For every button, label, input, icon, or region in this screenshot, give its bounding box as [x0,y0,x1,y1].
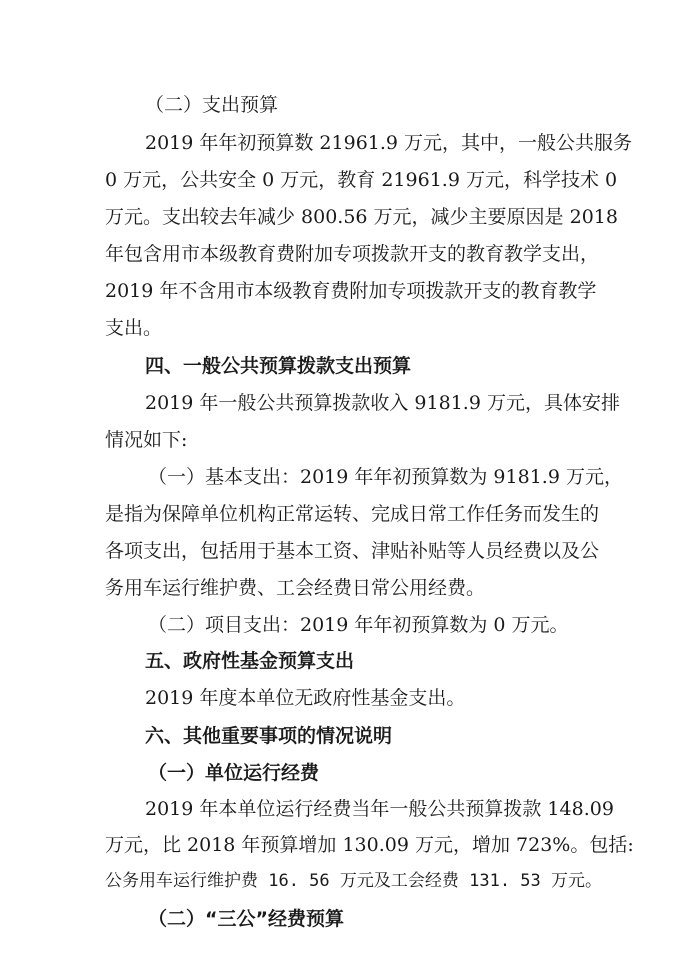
paragraph-line: 是指为保障单位机构正常运转、完成日常工作任务而发生的 [105,503,600,525]
section-heading-six: 六、其他重要事项的情况说明 [145,725,393,747]
paragraph-line: 各项支出，包括用于基本工资、津贴补贴等人员经费以及公 [105,540,600,562]
paragraph-line: 情况如下: [105,429,188,451]
paragraph-line: 支出。 [105,317,163,339]
paragraph-line: 2019 年度本单位无政府性基金支出。 [145,687,466,709]
paragraph-line: 2019 年年初预算数 21961.9 万元，其中，一般公共服务 [145,132,633,154]
section-heading-five: 五、政府性基金预算支出 [145,650,355,672]
paragraph-line: （二）项目支出：2019 年年初预算数为 0 万元。 [148,614,569,636]
paragraph-line: 2019 年本单位运行经费当年一般公共预算拨款 148.09 [145,798,614,820]
section-heading-four: 四、一般公共预算拨款支出预算 [145,355,412,377]
paragraph-line: 0 万元，公共安全 0 万元，教育 21961.9 万元，科学技术 0 [105,169,618,191]
paragraph-line: （一）基本支出：2019 年年初预算数为 9181.9 万元， [148,466,623,488]
subsection-heading-operating-expenses: （一）单位运行经费 [148,762,320,784]
paragraph-line: 万元。支出较去年减少 800.56 万元，减少主要原因是 2018 [105,206,618,228]
subsection-heading-expenditure-budget: （二）支出预算 [145,94,279,116]
paragraph-line: 年包含用市本级教育费附加专项拨款开支的教育教学支出， [105,243,600,265]
paragraph-line: 公务用车运行维护费 16. 56 万元及工会经费 131. 53 万元。 [105,871,602,891]
paragraph-line: 万元，比 2018 年预算增加 130.09 万元，增加 723%。包括: [105,834,634,856]
paragraph-line: 2019 年一般公共预算拨款收入 9181.9 万元，具体安排 [145,392,620,414]
subsection-heading-three-public-expenses: （二）“三公”经费预算 [148,908,344,930]
paragraph-line: 2019 年不含用市本级教育费附加专项拨款开支的教育教学 [105,280,597,302]
paragraph-line: 务用车运行维护费、工会经费日常公用经费。 [105,577,486,599]
